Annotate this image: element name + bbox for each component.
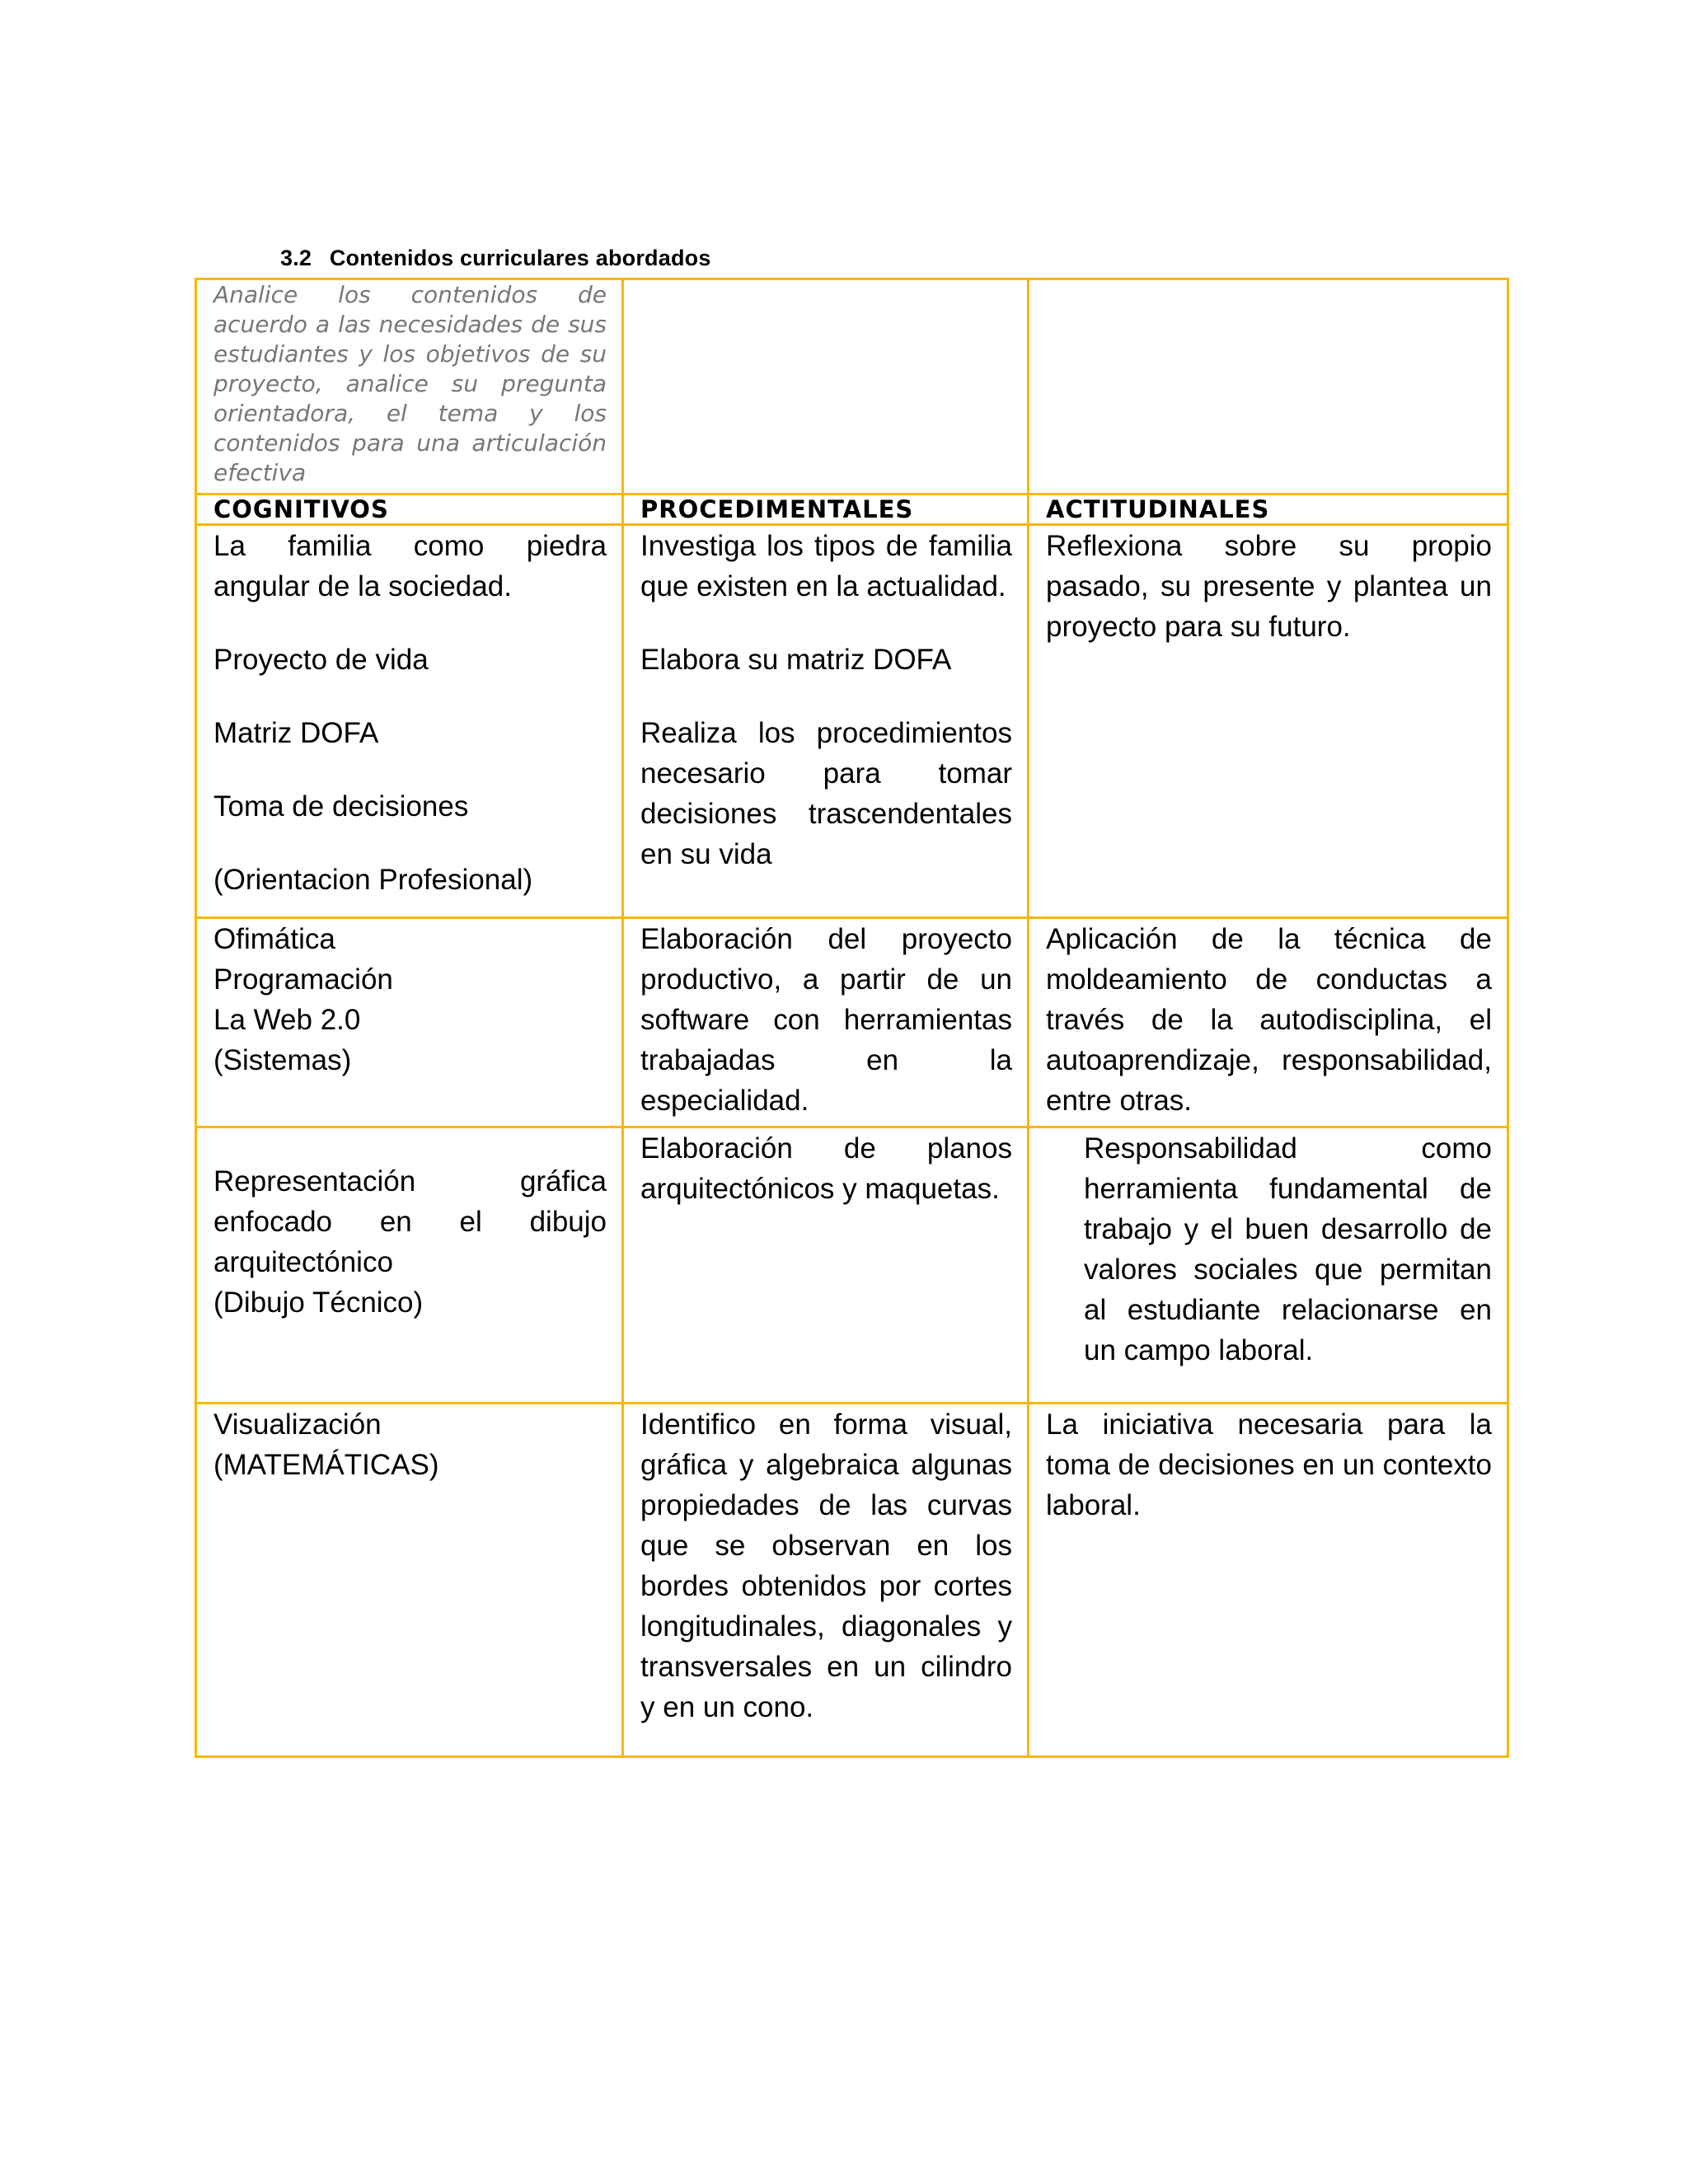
procedimentales-cell [623,1404,1029,1757]
cell-text: (Dibujo Técnico) [213,1286,424,1319]
cell-text: La iniciativa necesaria para la toma de decisiones en un contexto laboral. [1046,1408,1492,1521]
curriculum-table [195,278,1509,1758]
cell-text: La familia como piedra angular de la sociedad. [213,530,607,602]
cell-text: Reflexiona sobre su propio pasado, su presente y plantea un proyecto para su futuro. [1046,530,1492,643]
section-number: 3.2 [280,246,312,270]
cognitivos-cell [196,1127,623,1404]
cell-text: Programación [213,963,393,996]
cell-text: Responsabilidad como herramienta fundamental de trabajo y el buen desarrollo de valores sociales que permitan al estudiante relacionarse en un campo laboral. [1084,1132,1492,1366]
cell-text: Elaboración de planos arquitectónicos y maquetas. [640,1132,1012,1205]
procedimentales-cell [623,1127,1029,1404]
cell-text: Realiza los procedimientos necesario para tomar decisiones trascendentales en su vida [640,717,1012,870]
cognitivos-cell [196,1404,623,1757]
cognitivos-cell [196,525,623,918]
table-row [196,1127,1508,1404]
header-row [196,494,1508,525]
cell-text: Matriz DOFA [213,717,379,749]
cell-text: Elabora su matriz DOFA [640,644,952,676]
procedimentales-cell [623,918,1029,1127]
cell-text: (Sistemas) [213,1044,352,1076]
cell-text: Investiga los tipos de familia que existen en la actualidad. [640,530,1012,602]
cell-text: Aplicación de la técnica de moldeamiento de conductas a través de la autodisciplina, el autoaprendizaje, responsabilidad, entre otras. [1046,923,1492,1117]
cell-text: La Web 2.0 [213,1004,361,1036]
header-procedimentales: PROCEDIMENTALES [623,494,1029,525]
cell-text: Elaboración del proyecto productivo, a partir de un software con herramientas trabajadas en la especialidad. [640,923,1012,1117]
instruction-row [196,279,1508,494]
cell-text: Representación gráfica enfocado en el dibujo arquitectónico [213,1165,607,1278]
cell-text: (Orientacion Profesional) [213,864,533,896]
cell-text: Ofimática [213,923,335,955]
table-row [196,525,1508,918]
empty-cell [623,279,1029,494]
page-content [195,246,1507,1758]
cell-text: Visualización [213,1408,382,1441]
cell-text: (MATEMÁTICAS) [213,1449,439,1481]
header-actitudinales: ACTITUDINALES [1029,494,1508,525]
actitudinales-cell [1029,525,1508,918]
actitudinales-cell [1029,1127,1508,1404]
cell-text: Toma de decisiones [213,790,469,823]
instruction-text: Analice los contenidos de acuerdo a las necesidades de sus estudiantes y los objetivos de su proyecto, analice su pregunta orientadora, el tema y los contenidos para una articulación efectiva [213,281,607,486]
section-title: Contenidos curriculares abordados [329,246,711,270]
instruction-cell [196,279,623,494]
table-row [196,1404,1508,1757]
procedimentales-cell [623,525,1029,918]
empty-cell [1029,279,1508,494]
actitudinales-cell [1029,918,1508,1127]
cell-text: Proyecto de vida [213,644,429,676]
header-cognitivos: COGNITIVOS [196,494,623,525]
cell-text: Identifico en forma visual, gráfica y algebraica algunas propiedades de las curvas que se observan en los bordes obtenidos por cortes longitudinales, diagonales y transversales en un cilindro y en un cono. [640,1408,1012,1723]
table-row [196,918,1508,1127]
section-heading [280,246,1507,271]
cognitivos-cell [196,918,623,1127]
actitudinales-cell [1029,1404,1508,1757]
